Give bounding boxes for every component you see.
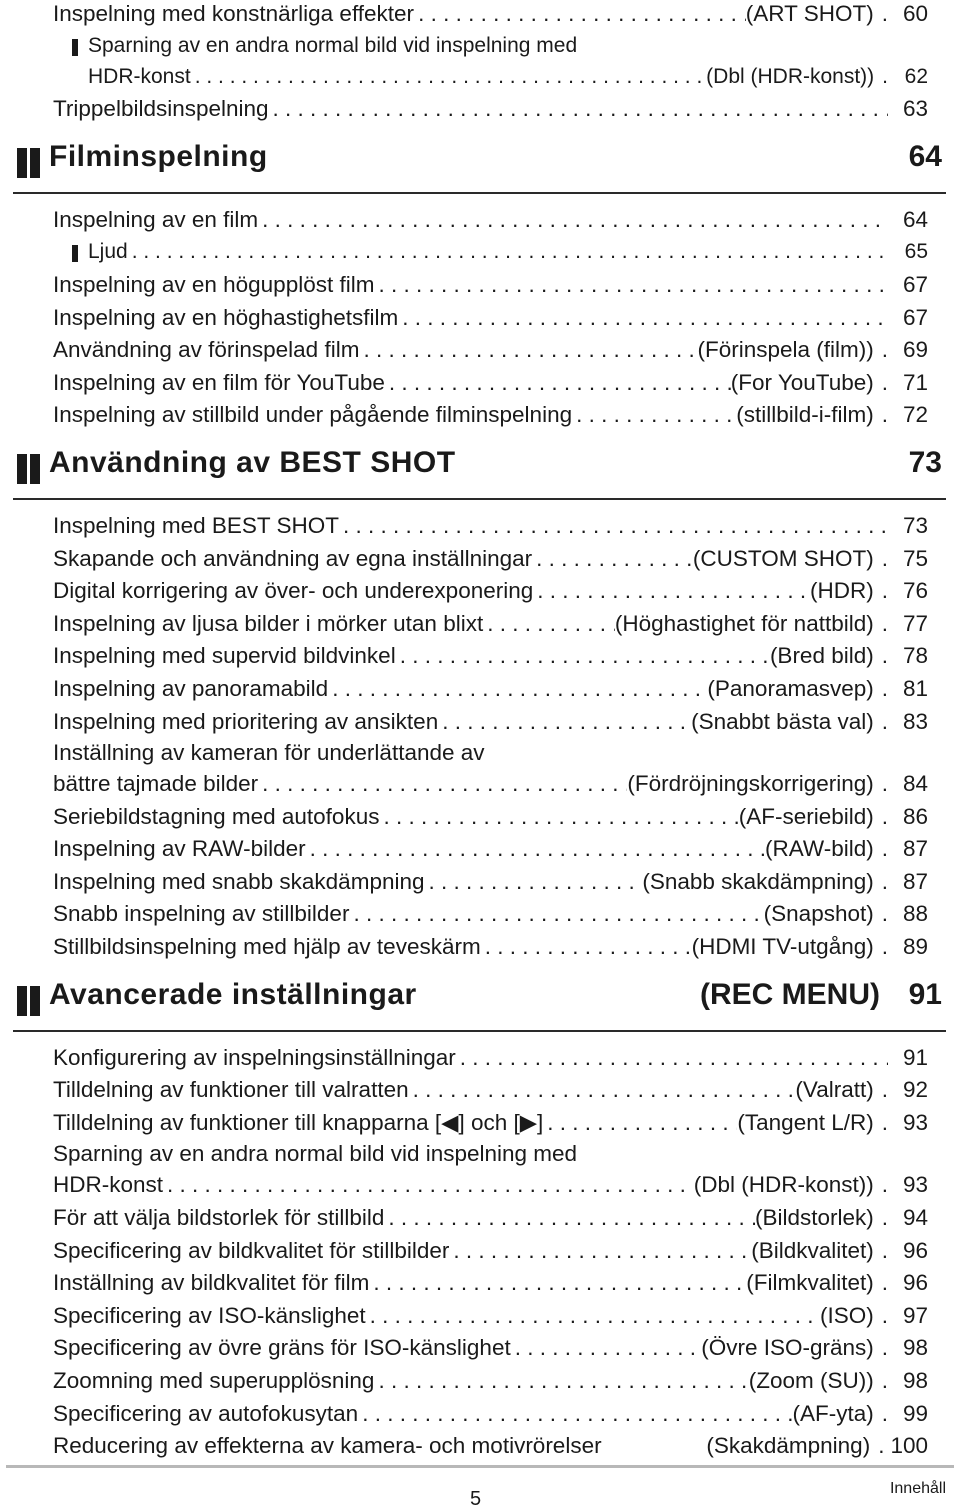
dot-leader	[374, 269, 888, 302]
entry-second-line	[88, 61, 928, 94]
section-title[interactable]: Avancerade inställningar	[49, 977, 417, 1011]
section-heading	[13, 972, 946, 1032]
entry-title: Inspelning med BEST SHOT	[53, 512, 339, 538]
entry-title: För att välja bildstorlek för stillbild	[53, 1205, 385, 1231]
entry-key: (AF-seriebild)	[738, 803, 874, 829]
dot-leader	[163, 1169, 694, 1202]
toc-entry[interactable]	[0, 543, 960, 576]
dot-leader	[483, 608, 615, 641]
entry-page: 99	[902, 1400, 928, 1426]
dot-leader	[358, 1398, 792, 1431]
key-dots: .	[881, 1302, 888, 1328]
dot-leader	[533, 575, 810, 608]
dot-leader	[543, 1107, 737, 1140]
entry-page: 67	[902, 271, 928, 297]
section-bars-icon	[17, 148, 43, 183]
entry-page: 88	[902, 901, 928, 927]
toc-entry[interactable]	[0, 0, 960, 31]
key-dots: .	[881, 1400, 888, 1426]
toc-entry[interactable]	[0, 31, 960, 94]
key-dots: .	[881, 1, 888, 26]
toc-entry[interactable]	[0, 93, 960, 126]
key-dots: .	[881, 1368, 888, 1393]
entry-key: (ART SHOT)	[745, 1, 874, 26]
entry-page: 94	[902, 1205, 928, 1231]
entry-title: Inspelning av en högupplöst film	[53, 271, 375, 297]
key-dots: .	[881, 545, 888, 571]
entry-page: 77	[902, 610, 928, 636]
entry-page: 75	[902, 545, 928, 571]
key-dots: .	[878, 1433, 885, 1459]
key-dots: .	[882, 64, 888, 88]
entry-title: Seriebildstagning med autofokus	[53, 803, 380, 829]
section-bars-icon	[17, 986, 43, 1021]
dot-leader	[128, 236, 888, 269]
entry-title: HDR-konst	[53, 1172, 164, 1198]
toc-entry[interactable]	[0, 1139, 960, 1202]
dot-leader	[359, 334, 697, 367]
key-dots: .	[881, 402, 888, 428]
key-dots: .	[881, 708, 888, 734]
entry-title: Inspelning med supervid bildvinkel	[53, 643, 396, 669]
entry-key: (AF-yta)	[792, 1400, 874, 1426]
entry-title: Specificering av bildkvalitet för stillbilder	[53, 1237, 450, 1263]
page-number: 5	[470, 1488, 482, 1510]
entry-key: (Tangent L/R)	[737, 1109, 874, 1135]
dot-leader	[374, 1365, 748, 1398]
key-dots: .	[881, 901, 888, 927]
key-dots: .	[881, 1270, 888, 1296]
section-heading	[13, 440, 946, 500]
dot-leader	[385, 367, 731, 400]
key-dots: .	[881, 1077, 888, 1103]
entry-title: Inspelning av RAW-bilder	[53, 836, 306, 862]
entry-page: 98	[902, 1335, 928, 1361]
entry-title-line: Sparning av en andra normal bild vid inspelning med	[88, 33, 578, 57]
section-title[interactable]: Filminspelning	[49, 139, 268, 173]
entry-key: (Snabbt bästa val)	[691, 708, 874, 734]
entry-page: 91	[902, 1044, 928, 1070]
dot-leader	[366, 1300, 820, 1333]
entry-key: (Fördröjningskorrigering)	[627, 771, 874, 797]
toc-entry[interactable]	[0, 706, 960, 739]
dot-leader	[396, 640, 770, 673]
key-dots: .	[881, 771, 888, 797]
toc-entry[interactable]	[0, 575, 960, 608]
toc-entry[interactable]	[0, 1398, 960, 1431]
entry-page: 100	[890, 1433, 928, 1459]
toc-entry[interactable]	[0, 269, 960, 302]
entry-page: 97	[902, 1302, 928, 1328]
entry-page: 83	[902, 708, 928, 734]
toc-entry[interactable]	[0, 738, 960, 801]
entry-page: 93	[902, 1109, 928, 1135]
entry-title: Inställning av bildkvalitet för film	[53, 1270, 370, 1296]
entry-page: 64	[902, 206, 928, 232]
toc-entry[interactable]	[0, 510, 960, 543]
dot-leader	[306, 833, 765, 866]
dot-leader	[384, 1202, 755, 1235]
entry-key: (Zoom (SU))	[748, 1368, 874, 1393]
entry-page: 89	[902, 934, 928, 960]
entry-page: 87	[902, 836, 928, 862]
entry-key: (Skakdämpning)	[706, 1433, 871, 1459]
entry-title: Inspelning med konstnärliga effekter	[53, 1, 415, 26]
dot-leader	[379, 801, 738, 834]
dot-leader	[349, 898, 763, 931]
dot-leader	[511, 1332, 701, 1365]
key-dots: .	[881, 1109, 888, 1135]
entry-title: Inspelning av stillbild under pågående filminspelning	[53, 402, 573, 428]
entry-key: (ISO)	[819, 1302, 874, 1328]
entry-page: 73	[902, 512, 928, 538]
toc-entry[interactable]	[0, 1235, 960, 1268]
toc-entry[interactable]	[0, 640, 960, 673]
toc-entry[interactable]	[0, 608, 960, 641]
entry-title: Tilldelning av funktioner till knapparna [◀] och [▶]	[53, 1109, 544, 1135]
entry-title: Inspelning av en film	[53, 206, 259, 232]
entry-key: (CUSTOM SHOT)	[692, 545, 874, 571]
entry-title: Tilldelning av funktioner till valratten	[53, 1077, 409, 1103]
sub-entry-marker-icon	[72, 245, 78, 262]
entry-page: 62	[904, 64, 928, 88]
entry-title: Konfigurering av inspelningsinställningar	[53, 1044, 456, 1070]
toc-entry[interactable]	[0, 1430, 960, 1463]
toc-entry[interactable]	[0, 236, 960, 269]
dot-leader	[425, 866, 643, 899]
dot-leader	[438, 706, 691, 739]
entry-title: Inspelning av panoramabild	[53, 675, 329, 701]
entry-key: (Dbl (HDR-konst))	[693, 1172, 874, 1198]
entry-key: (Dbl (HDR-konst))	[706, 64, 875, 88]
entry-page: 81	[902, 675, 928, 701]
entry-key: (Valratt)	[795, 1077, 874, 1103]
dot-leader	[191, 61, 706, 94]
sub-entry-marker-icon	[72, 39, 78, 56]
section-bars-icon	[17, 454, 43, 489]
entry-page: 93	[902, 1172, 928, 1198]
entry-page: 76	[902, 578, 928, 604]
toc-entry[interactable]	[0, 833, 960, 866]
key-dots: .	[881, 578, 888, 604]
dot-leader	[339, 510, 888, 543]
entry-title: Trippelbildsinspelning	[53, 96, 269, 122]
dot-leader	[414, 0, 746, 31]
entry-key: (Panoramasvep)	[707, 675, 874, 701]
entry-page: 96	[902, 1237, 928, 1263]
dot-leader	[269, 93, 888, 126]
entry-key: (Höghastighet för nattbild)	[614, 610, 874, 636]
entry-page: 63	[902, 96, 928, 122]
toc-entry[interactable]	[0, 898, 960, 931]
dot-leader	[572, 399, 736, 432]
entry-title: Digital korrigering av över- och underexponering	[53, 578, 534, 604]
toc-entry[interactable]	[0, 1332, 960, 1365]
footer-divider	[6, 1465, 954, 1468]
entry-key: (Snabb skakdämpning)	[642, 868, 874, 894]
toc-entry[interactable]	[0, 334, 960, 367]
entry-page: 65	[904, 240, 928, 264]
toc-entry[interactable]	[0, 673, 960, 706]
dot-leader	[409, 1074, 796, 1107]
entry-title-line: Sparning av en andra normal bild vid inspelning med	[53, 1141, 578, 1167]
entry-key: (Snapshot)	[763, 901, 874, 927]
key-dots: .	[881, 836, 888, 862]
dot-leader	[258, 204, 888, 237]
dot-leader	[481, 931, 692, 964]
key-dots: .	[881, 337, 888, 363]
key-dots: .	[881, 868, 888, 894]
entry-key: (HDR)	[810, 578, 874, 604]
entry-page: 84	[902, 771, 928, 797]
section-page[interactable]: 64	[908, 139, 942, 173]
key-dots: .	[881, 675, 888, 701]
dot-leader	[532, 543, 693, 576]
entry-title: Stillbildsinspelning med hjälp av teveskärm	[53, 934, 481, 960]
key-dots: .	[881, 1172, 888, 1198]
toc-entry[interactable]	[0, 1042, 960, 1075]
toc-entry[interactable]	[0, 931, 960, 964]
entry-page: 72	[902, 402, 928, 428]
entry-title: bättre tajmade bilder	[53, 771, 259, 797]
key-dots: .	[881, 369, 888, 395]
section-title[interactable]: Användning av BEST SHOT	[49, 445, 456, 479]
entry-title: Snabb inspelning av stillbilder	[53, 901, 350, 927]
entry-key: (Bildstorlek)	[754, 1205, 874, 1231]
key-dots: .	[881, 610, 888, 636]
section-key: (REC MENU)	[700, 977, 880, 1011]
entry-page: 71	[902, 369, 928, 395]
entry-title: Inspelning av en film för YouTube	[53, 369, 385, 395]
toc-entry[interactable]	[0, 399, 960, 432]
dot-leader	[456, 1042, 888, 1075]
key-dots: .	[881, 643, 888, 669]
entry-key: (Filmkvalitet)	[746, 1270, 874, 1296]
entry-page: 87	[902, 868, 928, 894]
entry-page: 60	[902, 1, 928, 26]
entry-page: 86	[902, 803, 928, 829]
dot-leader	[369, 1267, 746, 1300]
entry-key: (HDMI TV-utgång)	[691, 934, 874, 960]
toc-entry[interactable]	[0, 1365, 960, 1398]
entry-key: (RAW-bild)	[764, 836, 874, 862]
section-page[interactable]: 91	[908, 977, 942, 1011]
entry-page: 67	[902, 304, 928, 330]
entry-key: (Bildkvalitet)	[751, 1237, 874, 1263]
toc-entry[interactable]	[0, 1202, 960, 1235]
dot-leader	[258, 768, 627, 801]
entry-page: 78	[902, 643, 928, 669]
entry-page: 96	[902, 1270, 928, 1296]
toc-entry[interactable]	[0, 801, 960, 834]
entry-key: (stillbild-i-film)	[736, 402, 874, 428]
toc-entry[interactable]	[0, 1267, 960, 1300]
entry-page: 69	[902, 337, 928, 363]
toc-entry[interactable]	[0, 1300, 960, 1333]
entry-title: Användning av förinspelad film	[53, 337, 360, 363]
toc-entry[interactable]	[0, 367, 960, 400]
entry-title: Inspelning med snabb skakdämpning	[53, 868, 425, 894]
dot-leader	[449, 1235, 751, 1268]
entry-second-line	[53, 1169, 928, 1202]
entry-title: Inspelning av en höghastighetsfilm	[53, 304, 399, 330]
entry-title: Skapande och användning av egna inställningar	[53, 545, 533, 571]
entry-title: Ljud	[88, 240, 128, 264]
toc-entry[interactable]	[0, 204, 960, 237]
toc-entry[interactable]	[0, 866, 960, 899]
entry-key: (Övre ISO-gräns)	[701, 1335, 874, 1361]
entry-page: 98	[902, 1368, 928, 1393]
dot-leader	[328, 673, 707, 706]
entry-title: Specificering av ISO-känslighet	[53, 1302, 366, 1328]
entry-title: Inspelning av ljusa bilder i mörker utan blixt	[53, 610, 484, 636]
entry-key: (For YouTube)	[730, 369, 874, 395]
entry-title: Zoomning med superupplösning	[53, 1368, 375, 1393]
key-dots: .	[881, 934, 888, 960]
footer-section-label[interactable]: Innehåll	[889, 1480, 946, 1497]
key-dots: .	[881, 1205, 888, 1231]
entry-page: 92	[902, 1077, 928, 1103]
key-dots: .	[881, 1237, 888, 1263]
entry-title: Specificering av autofokusytan	[53, 1400, 359, 1426]
toc-entry[interactable]	[0, 1107, 960, 1140]
section-page[interactable]: 73	[908, 445, 942, 479]
entry-title: Reducering av effekterna av kamera- och motivrörelser	[53, 1433, 602, 1459]
entry-title: Inspelning med prioritering av ansikten	[53, 708, 439, 734]
section-heading	[13, 134, 946, 194]
entry-second-line	[53, 768, 928, 801]
entry-title: HDR-konst	[88, 64, 191, 88]
entry-key: (Bred bild)	[769, 643, 874, 669]
toc-entry[interactable]	[0, 302, 960, 335]
entry-title-line: Inställning av kameran för underlättande av	[53, 740, 485, 766]
entry-title: Specificering av övre gräns för ISO-känslighet	[53, 1335, 511, 1361]
dot-leader	[398, 302, 888, 335]
key-dots: .	[881, 1335, 888, 1361]
entry-key: (Förinspela (film))	[697, 337, 874, 363]
key-dots: .	[881, 803, 888, 829]
toc-entry[interactable]	[0, 1074, 960, 1107]
